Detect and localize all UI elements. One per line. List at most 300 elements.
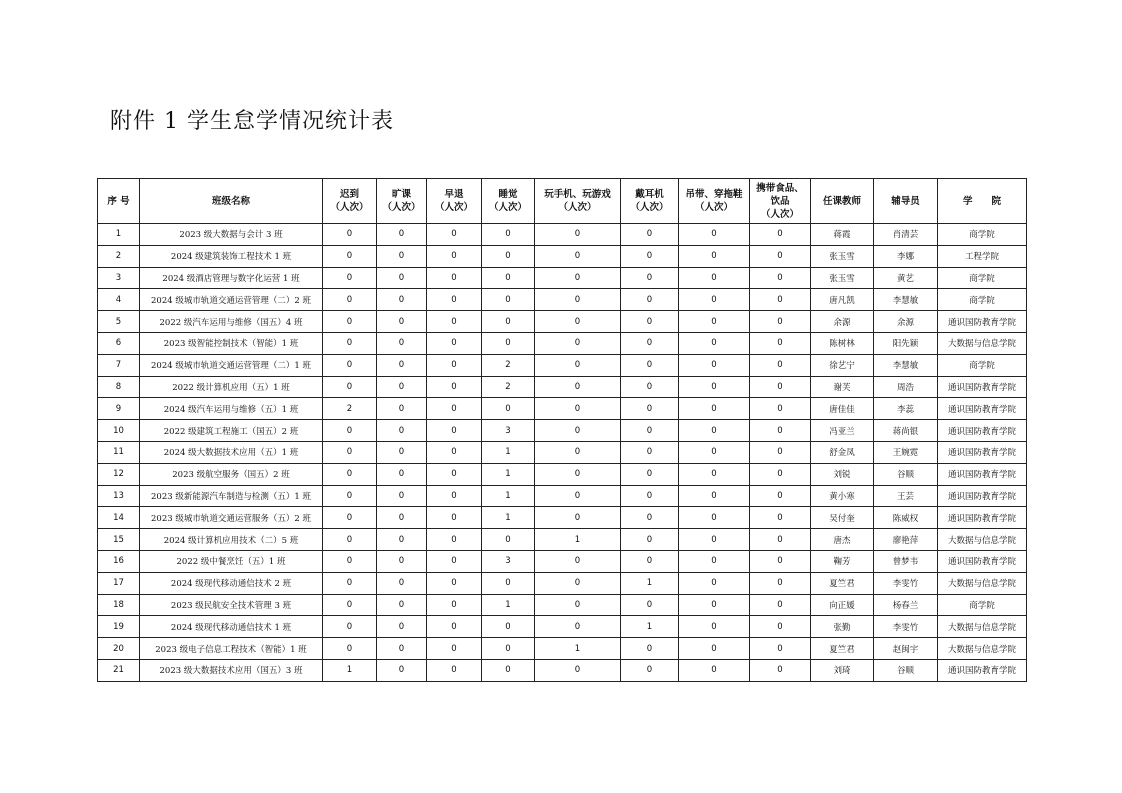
teacher-name-cell: 向正媛 xyxy=(811,594,874,616)
table-row xyxy=(98,376,1027,398)
late-count-cell: 0 xyxy=(323,332,377,354)
sleeping-count-cell: 0 xyxy=(482,398,535,420)
column-header-label: 旷课 （人次） xyxy=(382,189,421,213)
earphone-count-cell: 0 xyxy=(621,441,679,463)
college-name-cell: 通识国防教育学院 xyxy=(938,398,1027,420)
table-row xyxy=(98,224,1027,246)
column-header xyxy=(874,179,938,224)
food-drink-count-cell: 0 xyxy=(750,311,811,333)
row-number-cell: 18 xyxy=(98,594,140,616)
late-count-cell: 0 xyxy=(323,507,377,529)
row-number-cell: 15 xyxy=(98,529,140,551)
late-count-cell: 0 xyxy=(323,267,377,289)
dress-code-count-cell: 0 xyxy=(679,507,750,529)
row-number-cell: 9 xyxy=(98,398,140,420)
college-name-cell: 通识国防教育学院 xyxy=(938,463,1027,485)
counselor-name-cell: 阳先颖 xyxy=(874,332,938,354)
teacher-name-cell: 吴付奎 xyxy=(811,507,874,529)
column-header xyxy=(323,179,377,224)
late-count-cell: 0 xyxy=(323,616,377,638)
class-name-cell: 2023 级大数据与会计 3 班 xyxy=(140,224,323,246)
early-leave-count-cell: 0 xyxy=(427,420,482,442)
dress-code-count-cell: 0 xyxy=(679,354,750,376)
sleeping-count-cell: 0 xyxy=(482,572,535,594)
class-name-cell: 2022 级计算机应用（五）1 班 xyxy=(140,376,323,398)
absent-count-cell: 0 xyxy=(377,638,427,660)
row-number-cell: 3 xyxy=(98,267,140,289)
food-drink-count-cell: 0 xyxy=(750,594,811,616)
earphone-count-cell: 0 xyxy=(621,224,679,246)
column-header-label: 吊带、穿拖鞋 （人次） xyxy=(685,189,743,213)
document-title: 附件 1 学生怠学情况统计表 xyxy=(110,109,394,134)
teacher-name-cell: 陈树林 xyxy=(811,332,874,354)
late-count-cell: 0 xyxy=(323,354,377,376)
earphone-count-cell: 0 xyxy=(621,354,679,376)
early-leave-count-cell: 0 xyxy=(427,311,482,333)
counselor-name-cell: 李雯竹 xyxy=(874,572,938,594)
row-number-cell: 6 xyxy=(98,332,140,354)
absent-count-cell: 0 xyxy=(377,485,427,507)
food-drink-count-cell: 0 xyxy=(750,638,811,660)
food-drink-count-cell: 0 xyxy=(750,376,811,398)
phone-game-count-cell: 0 xyxy=(535,332,621,354)
college-name-cell: 通识国防教育学院 xyxy=(938,659,1027,681)
food-drink-count-cell: 0 xyxy=(750,463,811,485)
teacher-name-cell: 蒋霞 xyxy=(811,224,874,246)
teacher-name-cell: 谢芙 xyxy=(811,376,874,398)
dress-code-count-cell: 0 xyxy=(679,659,750,681)
early-leave-count-cell: 0 xyxy=(427,616,482,638)
row-number-cell: 14 xyxy=(98,507,140,529)
class-name-cell: 2023 级新能源汽车制造与检测（五）1 班 xyxy=(140,485,323,507)
late-count-cell: 0 xyxy=(323,463,377,485)
dress-code-count-cell: 0 xyxy=(679,485,750,507)
teacher-name-cell: 夏竺君 xyxy=(811,572,874,594)
class-name-cell: 2023 级大数据技术应用（国五）3 班 xyxy=(140,659,323,681)
counselor-name-cell: 赵闽宇 xyxy=(874,638,938,660)
row-number-cell: 7 xyxy=(98,354,140,376)
college-name-cell: 通识国防教育学院 xyxy=(938,550,1027,572)
phone-game-count-cell: 0 xyxy=(535,485,621,507)
early-leave-count-cell: 0 xyxy=(427,376,482,398)
absent-count-cell: 0 xyxy=(377,572,427,594)
truancy-statistics-table xyxy=(97,178,1027,682)
row-number-cell: 11 xyxy=(98,441,140,463)
early-leave-count-cell: 0 xyxy=(427,529,482,551)
table-header-row xyxy=(98,179,1027,224)
table-row xyxy=(98,311,1027,333)
phone-game-count-cell: 0 xyxy=(535,289,621,311)
sleeping-count-cell: 0 xyxy=(482,638,535,660)
class-name-cell: 2022 级汽车运用与维修（国五）4 班 xyxy=(140,311,323,333)
food-drink-count-cell: 0 xyxy=(750,398,811,420)
teacher-name-cell: 夏竺君 xyxy=(811,638,874,660)
table-row xyxy=(98,550,1027,572)
earphone-count-cell: 0 xyxy=(621,289,679,311)
class-name-cell: 2024 级汽车运用与维修（五）1 班 xyxy=(140,398,323,420)
counselor-name-cell: 李雯竹 xyxy=(874,616,938,638)
college-name-cell: 通识国防教育学院 xyxy=(938,507,1027,529)
class-name-cell: 2023 级城市轨道交通运营服务（五）2 班 xyxy=(140,507,323,529)
teacher-name-cell: 徐艺宁 xyxy=(811,354,874,376)
absent-count-cell: 0 xyxy=(377,616,427,638)
phone-game-count-cell: 0 xyxy=(535,659,621,681)
earphone-count-cell: 0 xyxy=(621,507,679,529)
class-name-cell: 2023 级电子信息工程技术（智能）1 班 xyxy=(140,638,323,660)
early-leave-count-cell: 0 xyxy=(427,267,482,289)
counselor-name-cell: 王芸 xyxy=(874,485,938,507)
late-count-cell: 2 xyxy=(323,398,377,420)
table-row xyxy=(98,572,1027,594)
column-header-label: 班级名称 xyxy=(211,195,250,207)
late-count-cell: 0 xyxy=(323,224,377,246)
sleeping-count-cell: 1 xyxy=(482,507,535,529)
phone-game-count-cell: 0 xyxy=(535,572,621,594)
counselor-name-cell: 李蕊 xyxy=(874,398,938,420)
earphone-count-cell: 1 xyxy=(621,572,679,594)
early-leave-count-cell: 0 xyxy=(427,245,482,267)
earphone-count-cell: 0 xyxy=(621,529,679,551)
absent-count-cell: 0 xyxy=(377,354,427,376)
early-leave-count-cell: 0 xyxy=(427,507,482,529)
counselor-name-cell: 周浩 xyxy=(874,376,938,398)
sleeping-count-cell: 0 xyxy=(482,332,535,354)
late-count-cell: 0 xyxy=(323,594,377,616)
early-leave-count-cell: 0 xyxy=(427,659,482,681)
college-name-cell: 商学院 xyxy=(938,224,1027,246)
counselor-name-cell: 蒋尚银 xyxy=(874,420,938,442)
table-row xyxy=(98,245,1027,267)
earphone-count-cell: 0 xyxy=(621,332,679,354)
column-header xyxy=(98,179,140,224)
sleeping-count-cell: 0 xyxy=(482,529,535,551)
class-name-cell: 2024 级建筑装饰工程技术 1 班 xyxy=(140,245,323,267)
early-leave-count-cell: 0 xyxy=(427,289,482,311)
late-count-cell: 0 xyxy=(323,529,377,551)
early-leave-count-cell: 0 xyxy=(427,354,482,376)
absent-count-cell: 0 xyxy=(377,659,427,681)
dress-code-count-cell: 0 xyxy=(679,594,750,616)
table-row xyxy=(98,529,1027,551)
phone-game-count-cell: 0 xyxy=(535,441,621,463)
counselor-name-cell: 李娜 xyxy=(874,245,938,267)
absent-count-cell: 0 xyxy=(377,311,427,333)
class-name-cell: 2023 级民航安全技术管理 3 班 xyxy=(140,594,323,616)
college-name-cell: 通识国防教育学院 xyxy=(938,420,1027,442)
phone-game-count-cell: 1 xyxy=(535,638,621,660)
column-header xyxy=(811,179,874,224)
sleeping-count-cell: 1 xyxy=(482,463,535,485)
dress-code-count-cell: 0 xyxy=(679,616,750,638)
teacher-name-cell: 刘锐 xyxy=(811,463,874,485)
counselor-name-cell: 余源 xyxy=(874,311,938,333)
table-row xyxy=(98,398,1027,420)
early-leave-count-cell: 0 xyxy=(427,224,482,246)
row-number-cell: 16 xyxy=(98,550,140,572)
sleeping-count-cell: 0 xyxy=(482,289,535,311)
food-drink-count-cell: 0 xyxy=(750,267,811,289)
table-row xyxy=(98,659,1027,681)
dress-code-count-cell: 0 xyxy=(679,245,750,267)
counselor-name-cell: 杨春兰 xyxy=(874,594,938,616)
column-header-label: 辅导员 xyxy=(891,195,920,207)
early-leave-count-cell: 0 xyxy=(427,572,482,594)
late-count-cell: 0 xyxy=(323,485,377,507)
phone-game-count-cell: 0 xyxy=(535,354,621,376)
class-name-cell: 2024 级大数据技术应用（五）1 班 xyxy=(140,441,323,463)
food-drink-count-cell: 0 xyxy=(750,332,811,354)
teacher-name-cell: 余源 xyxy=(811,311,874,333)
column-header xyxy=(621,179,679,224)
table-row xyxy=(98,420,1027,442)
column-header xyxy=(938,179,1027,224)
column-header-label: 迟到 （人次） xyxy=(330,189,369,213)
dress-code-count-cell: 0 xyxy=(679,332,750,354)
dress-code-count-cell: 0 xyxy=(679,550,750,572)
table-row xyxy=(98,441,1027,463)
column-header xyxy=(679,179,750,224)
earphone-count-cell: 0 xyxy=(621,659,679,681)
phone-game-count-cell: 0 xyxy=(535,420,621,442)
counselor-name-cell: 李慧敏 xyxy=(874,289,938,311)
counselor-name-cell: 王婉霓 xyxy=(874,441,938,463)
late-count-cell: 0 xyxy=(323,376,377,398)
column-header-label: 携带食品、 饮品 （人次） xyxy=(756,182,804,220)
earphone-count-cell: 0 xyxy=(621,594,679,616)
class-name-cell: 2023 级智能控制技术（智能）1 班 xyxy=(140,332,323,354)
late-count-cell: 0 xyxy=(323,441,377,463)
dress-code-count-cell: 0 xyxy=(679,572,750,594)
dress-code-count-cell: 0 xyxy=(679,529,750,551)
table-row xyxy=(98,289,1027,311)
late-count-cell: 0 xyxy=(323,550,377,572)
phone-game-count-cell: 0 xyxy=(535,267,621,289)
teacher-name-cell: 张玉雪 xyxy=(811,245,874,267)
row-number-cell: 20 xyxy=(98,638,140,660)
college-name-cell: 工程学院 xyxy=(938,245,1027,267)
column-header-label: 戴耳机 （人次） xyxy=(630,189,669,213)
sleeping-count-cell: 3 xyxy=(482,420,535,442)
food-drink-count-cell: 0 xyxy=(750,572,811,594)
column-header xyxy=(140,179,323,224)
column-header-label: 早退 （人次） xyxy=(434,189,473,213)
late-count-cell: 0 xyxy=(323,420,377,442)
dress-code-count-cell: 0 xyxy=(679,420,750,442)
absent-count-cell: 0 xyxy=(377,376,427,398)
food-drink-count-cell: 0 xyxy=(750,507,811,529)
teacher-name-cell: 唐佳佳 xyxy=(811,398,874,420)
absent-count-cell: 0 xyxy=(377,550,427,572)
earphone-count-cell: 0 xyxy=(621,245,679,267)
phone-game-count-cell: 0 xyxy=(535,398,621,420)
row-number-cell: 4 xyxy=(98,289,140,311)
college-name-cell: 商学院 xyxy=(938,354,1027,376)
class-name-cell: 2024 级现代移动通信技术 1 班 xyxy=(140,616,323,638)
food-drink-count-cell: 0 xyxy=(750,659,811,681)
earphone-count-cell: 0 xyxy=(621,463,679,485)
table-row xyxy=(98,354,1027,376)
counselor-name-cell: 陈威权 xyxy=(874,507,938,529)
college-name-cell: 商学院 xyxy=(938,267,1027,289)
college-name-cell: 商学院 xyxy=(938,594,1027,616)
dress-code-count-cell: 0 xyxy=(679,289,750,311)
row-number-cell: 5 xyxy=(98,311,140,333)
college-name-cell: 通识国防教育学院 xyxy=(938,311,1027,333)
phone-game-count-cell: 0 xyxy=(535,594,621,616)
dress-code-count-cell: 0 xyxy=(679,267,750,289)
absent-count-cell: 0 xyxy=(377,224,427,246)
earphone-count-cell: 0 xyxy=(621,550,679,572)
college-name-cell: 通识国防教育学院 xyxy=(938,441,1027,463)
early-leave-count-cell: 0 xyxy=(427,332,482,354)
early-leave-count-cell: 0 xyxy=(427,398,482,420)
phone-game-count-cell: 1 xyxy=(535,529,621,551)
column-header xyxy=(750,179,811,224)
absent-count-cell: 0 xyxy=(377,267,427,289)
earphone-count-cell: 0 xyxy=(621,638,679,660)
row-number-cell: 19 xyxy=(98,616,140,638)
teacher-name-cell: 张勤 xyxy=(811,616,874,638)
earphone-count-cell: 1 xyxy=(621,616,679,638)
table-row xyxy=(98,616,1027,638)
food-drink-count-cell: 0 xyxy=(750,529,811,551)
early-leave-count-cell: 0 xyxy=(427,485,482,507)
phone-game-count-cell: 0 xyxy=(535,376,621,398)
sleeping-count-cell: 1 xyxy=(482,594,535,616)
dress-code-count-cell: 0 xyxy=(679,224,750,246)
absent-count-cell: 0 xyxy=(377,332,427,354)
phone-game-count-cell: 0 xyxy=(535,550,621,572)
earphone-count-cell: 0 xyxy=(621,311,679,333)
column-header xyxy=(535,179,621,224)
table-row xyxy=(98,485,1027,507)
early-leave-count-cell: 0 xyxy=(427,594,482,616)
table-row xyxy=(98,463,1027,485)
counselor-name-cell: 谷顺 xyxy=(874,659,938,681)
teacher-name-cell: 舒金凤 xyxy=(811,441,874,463)
table-body xyxy=(98,224,1027,682)
class-name-cell: 2024 级城市轨道交通运营管理（二）2 班 xyxy=(140,289,323,311)
absent-count-cell: 0 xyxy=(377,463,427,485)
dress-code-count-cell: 0 xyxy=(679,638,750,660)
food-drink-count-cell: 0 xyxy=(750,289,811,311)
sleeping-count-cell: 1 xyxy=(482,485,535,507)
earphone-count-cell: 0 xyxy=(621,376,679,398)
counselor-name-cell: 肖清芸 xyxy=(874,224,938,246)
sleeping-count-cell: 0 xyxy=(482,224,535,246)
phone-game-count-cell: 0 xyxy=(535,245,621,267)
sleeping-count-cell: 0 xyxy=(482,311,535,333)
sleeping-count-cell: 2 xyxy=(482,354,535,376)
late-count-cell: 0 xyxy=(323,289,377,311)
absent-count-cell: 0 xyxy=(377,289,427,311)
table-row xyxy=(98,594,1027,616)
food-drink-count-cell: 0 xyxy=(750,485,811,507)
counselor-name-cell: 黄艺 xyxy=(874,267,938,289)
food-drink-count-cell: 0 xyxy=(750,354,811,376)
college-name-cell: 通识国防教育学院 xyxy=(938,485,1027,507)
college-name-cell: 大数据与信息学院 xyxy=(938,572,1027,594)
class-name-cell: 2022 级建筑工程施工（国五）2 班 xyxy=(140,420,323,442)
late-count-cell: 1 xyxy=(323,659,377,681)
late-count-cell: 0 xyxy=(323,245,377,267)
row-number-cell: 1 xyxy=(98,224,140,246)
column-header-label: 任课教师 xyxy=(822,195,861,207)
early-leave-count-cell: 0 xyxy=(427,550,482,572)
phone-game-count-cell: 0 xyxy=(535,224,621,246)
table-row xyxy=(98,507,1027,529)
teacher-name-cell: 唐杰 xyxy=(811,529,874,551)
class-name-cell: 2024 级城市轨道交通运营管理（二）1 班 xyxy=(140,354,323,376)
teacher-name-cell: 唐凡凯 xyxy=(811,289,874,311)
sleeping-count-cell: 0 xyxy=(482,616,535,638)
earphone-count-cell: 0 xyxy=(621,267,679,289)
dress-code-count-cell: 0 xyxy=(679,376,750,398)
college-name-cell: 大数据与信息学院 xyxy=(938,616,1027,638)
food-drink-count-cell: 0 xyxy=(750,550,811,572)
row-number-cell: 17 xyxy=(98,572,140,594)
phone-game-count-cell: 0 xyxy=(535,507,621,529)
phone-game-count-cell: 0 xyxy=(535,463,621,485)
class-name-cell: 2022 级中餐烹饪（五）1 班 xyxy=(140,550,323,572)
row-number-cell: 8 xyxy=(98,376,140,398)
dress-code-count-cell: 0 xyxy=(679,441,750,463)
dress-code-count-cell: 0 xyxy=(679,311,750,333)
absent-count-cell: 0 xyxy=(377,529,427,551)
absent-count-cell: 0 xyxy=(377,441,427,463)
late-count-cell: 0 xyxy=(323,311,377,333)
row-number-cell: 12 xyxy=(98,463,140,485)
phone-game-count-cell: 0 xyxy=(535,616,621,638)
teacher-name-cell: 黄小寒 xyxy=(811,485,874,507)
table-row xyxy=(98,332,1027,354)
row-number-cell: 2 xyxy=(98,245,140,267)
food-drink-count-cell: 0 xyxy=(750,245,811,267)
class-name-cell: 2024 级现代移动通信技术 2 班 xyxy=(140,572,323,594)
column-header xyxy=(377,179,427,224)
class-name-cell: 2024 级计算机应用技术（二）5 班 xyxy=(140,529,323,551)
sleeping-count-cell: 1 xyxy=(482,441,535,463)
college-name-cell: 商学院 xyxy=(938,289,1027,311)
college-name-cell: 大数据与信息学院 xyxy=(938,529,1027,551)
absent-count-cell: 0 xyxy=(377,507,427,529)
table-row xyxy=(98,267,1027,289)
teacher-name-cell: 刘琦 xyxy=(811,659,874,681)
early-leave-count-cell: 0 xyxy=(427,463,482,485)
teacher-name-cell: 冯亚兰 xyxy=(811,420,874,442)
college-name-cell: 通识国防教育学院 xyxy=(938,376,1027,398)
food-drink-count-cell: 0 xyxy=(750,441,811,463)
teacher-name-cell: 张玉雪 xyxy=(811,267,874,289)
dress-code-count-cell: 0 xyxy=(679,463,750,485)
absent-count-cell: 0 xyxy=(377,398,427,420)
column-header xyxy=(427,179,482,224)
early-leave-count-cell: 0 xyxy=(427,441,482,463)
sleeping-count-cell: 0 xyxy=(482,659,535,681)
college-name-cell: 大数据与信息学院 xyxy=(938,332,1027,354)
table-row xyxy=(98,638,1027,660)
absent-count-cell: 0 xyxy=(377,594,427,616)
earphone-count-cell: 0 xyxy=(621,398,679,420)
column-header xyxy=(482,179,535,224)
food-drink-count-cell: 0 xyxy=(750,616,811,638)
column-header-label: 序 号 xyxy=(107,195,130,207)
column-header-label: 睡觉 （人次） xyxy=(488,189,527,213)
row-number-cell: 13 xyxy=(98,485,140,507)
row-number-cell: 21 xyxy=(98,659,140,681)
sleeping-count-cell: 0 xyxy=(482,267,535,289)
food-drink-count-cell: 0 xyxy=(750,420,811,442)
